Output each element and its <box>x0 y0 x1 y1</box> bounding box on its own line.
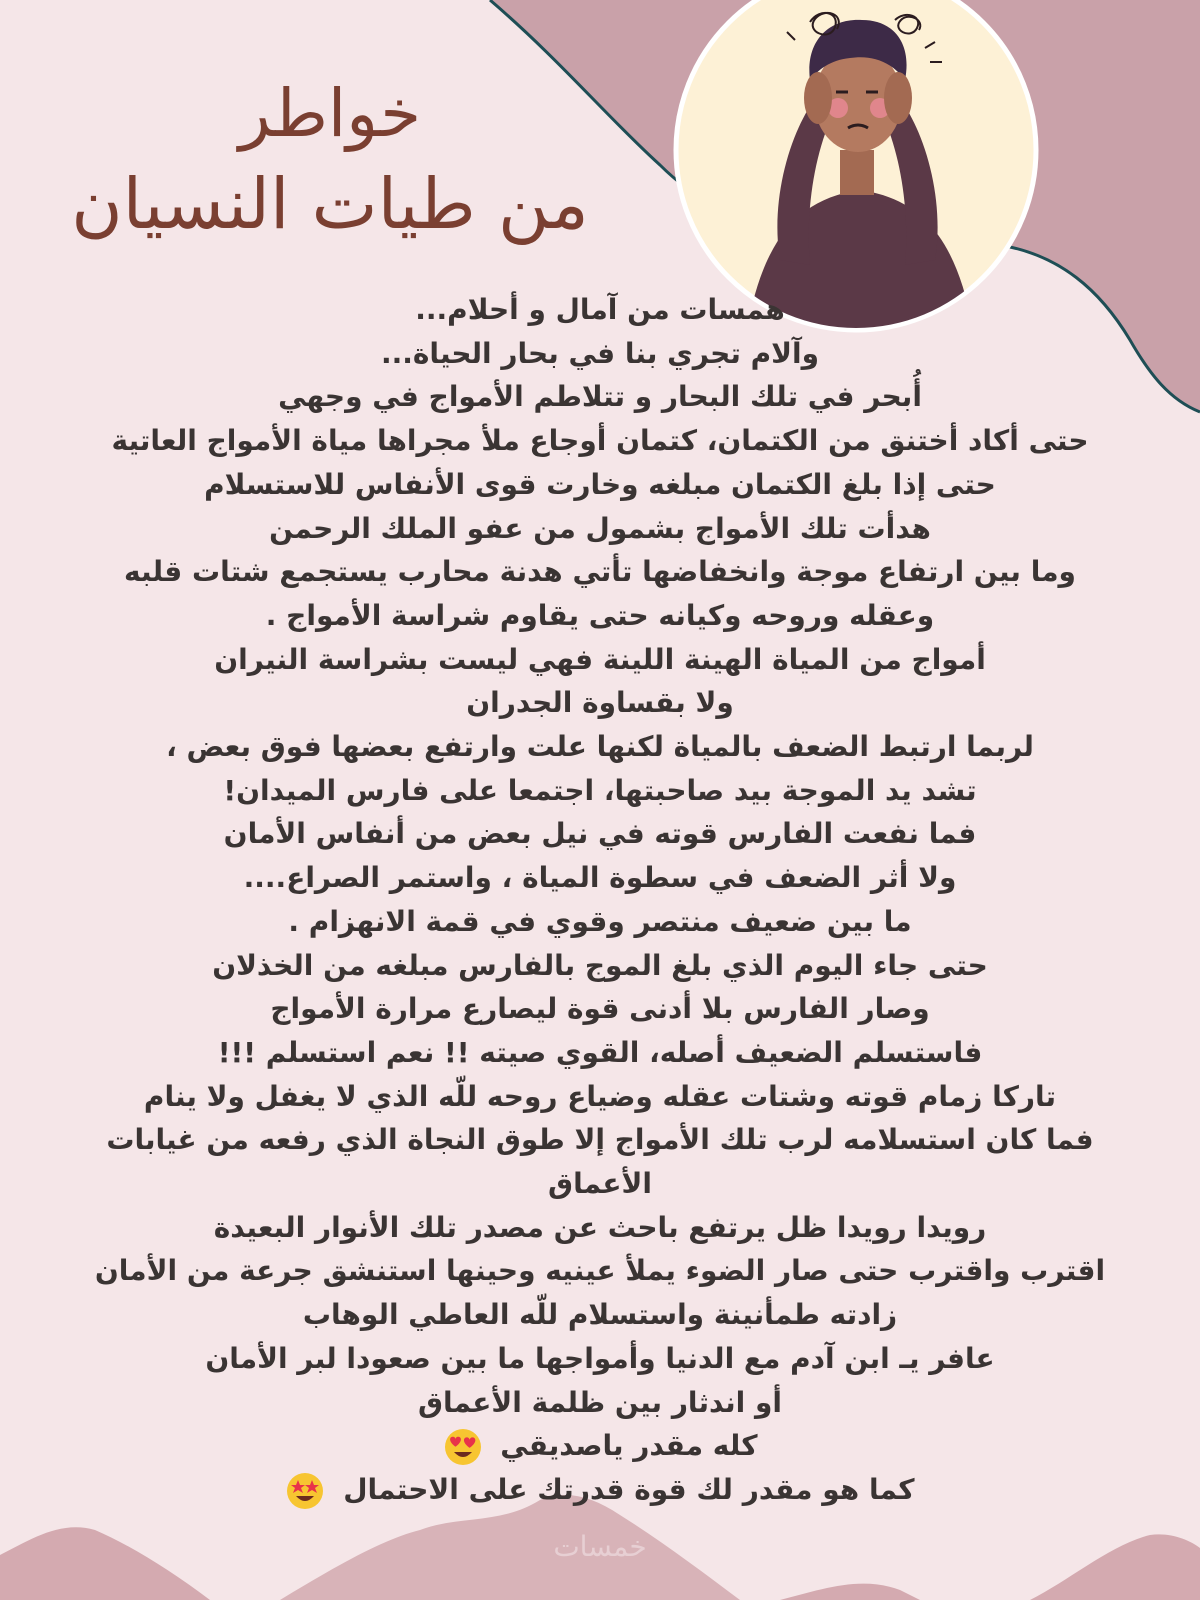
poem-line: تشد يد الموجة بيد صاحبتها، اجتمعا على فارس الميدان! <box>223 773 977 807</box>
poem-line: لربما ارتبط الضعف بالمياة لكنها علت وارتفع بعضها فوق بعض ، <box>166 730 1034 764</box>
poem-line: وما بين ارتفاع موجة وانخفاضها تأتي هدنة محارب يستجمع شتات قلبه <box>124 555 1076 589</box>
poem-line: تاركا زمام قوته وشتات عقله وضياع روحه للّه الذي لا يغفل ولا ينام <box>143 1079 1057 1113</box>
poem-line: ولا بقساوة الجدران <box>466 686 734 720</box>
poem-line: فما نفعت الفارس قوته في نيل بعض من أنفاس الأمان <box>223 817 977 851</box>
poem-line: هدأت تلك الأمواج بشمول من عفو الملك الرحمن <box>269 511 931 545</box>
star-struck-emoji-icon <box>285 1471 325 1511</box>
poem-line: اقترب واقترب حتى صار الضوء يملأ عينيه وحينها استنشق جرعة من الأمان <box>94 1254 1106 1288</box>
poem-line-text: كله مقدر ياصديقي <box>500 1429 758 1463</box>
poem-line: الأعماق <box>548 1167 652 1201</box>
poem-line: أُبحر في تلك البحار و تتلاطم الأمواج في وجهي <box>278 380 922 414</box>
poem-line: همسات من آمال و أحلام... <box>415 293 785 326</box>
poem-line-text: كما هو مقدر لك قوة قدرتك على الاحتمال <box>343 1472 915 1506</box>
heart-eyes-emoji-icon <box>443 1427 483 1467</box>
page-title <box>60 70 600 250</box>
poem-body <box>15 288 1185 1512</box>
poem-line: ما بين ضعيف منتصر وقوي في قمة الانهزام . <box>288 904 912 938</box>
poem-line: زادته طمأنينة واستسلام للّه العاطي الوهاب <box>302 1298 898 1332</box>
poem-line: فما كان استسلامه لرب تلك الأمواج إلا طوق النجاة الذي رفعه من غيابات <box>106 1123 1094 1157</box>
poem-line: أمواج من المياة الهينة اللينة فهي ليست بشراسة النيران <box>214 642 986 676</box>
poem-line-with-emoji <box>15 1424 1185 1468</box>
title-line-2: من طيات النسيان <box>71 163 589 245</box>
poem-line: وآلام تجري بنا في بحار الحياة... <box>380 336 819 370</box>
poem-line: عافر يـ ابن آدم مع الدنيا وأمواجها ما بين صعودا لبر الأمان <box>205 1341 995 1375</box>
poem-line: حتى إذا بلغ الكتمان مبلغه وخارت قوى الأنفاس للاستسلام <box>204 467 996 501</box>
poem-line: ولا أثر الضعف في سطوة المياة ، واستمر الصراع.... <box>243 861 957 895</box>
poem-line: أو اندثار بين ظلمة الأعماق <box>417 1385 782 1419</box>
poem-line: حتى أكاد أختنق من الكتمان، كتمان أوجاع ملأ مجراها مياة الأمواج العاتية <box>111 424 1089 458</box>
poem-line: وصار الفارس بلا أدنى قوة ليصارع مرارة الأمواج <box>270 992 930 1026</box>
poem-line: فاستسلم الضعيف أصله، القوي صيته !! نعم استسلم !!! <box>217 1035 983 1069</box>
poem-line: حتى جاء اليوم الذي بلغ الموج بالفارس مبلغه من الخذلان <box>212 948 988 982</box>
poem-line: وعقله وروحه وكيانه حتى يقاوم شراسة الأمواج . <box>265 598 935 632</box>
title-line-1: خواطر <box>238 75 422 152</box>
watermark: خمسات <box>553 1530 647 1563</box>
poem-line: رويدا رويدا ظل يرتفع باحث عن مصدر تلك الأنوار البعيدة <box>213 1210 987 1244</box>
poem-line-with-emoji <box>15 1468 1185 1512</box>
